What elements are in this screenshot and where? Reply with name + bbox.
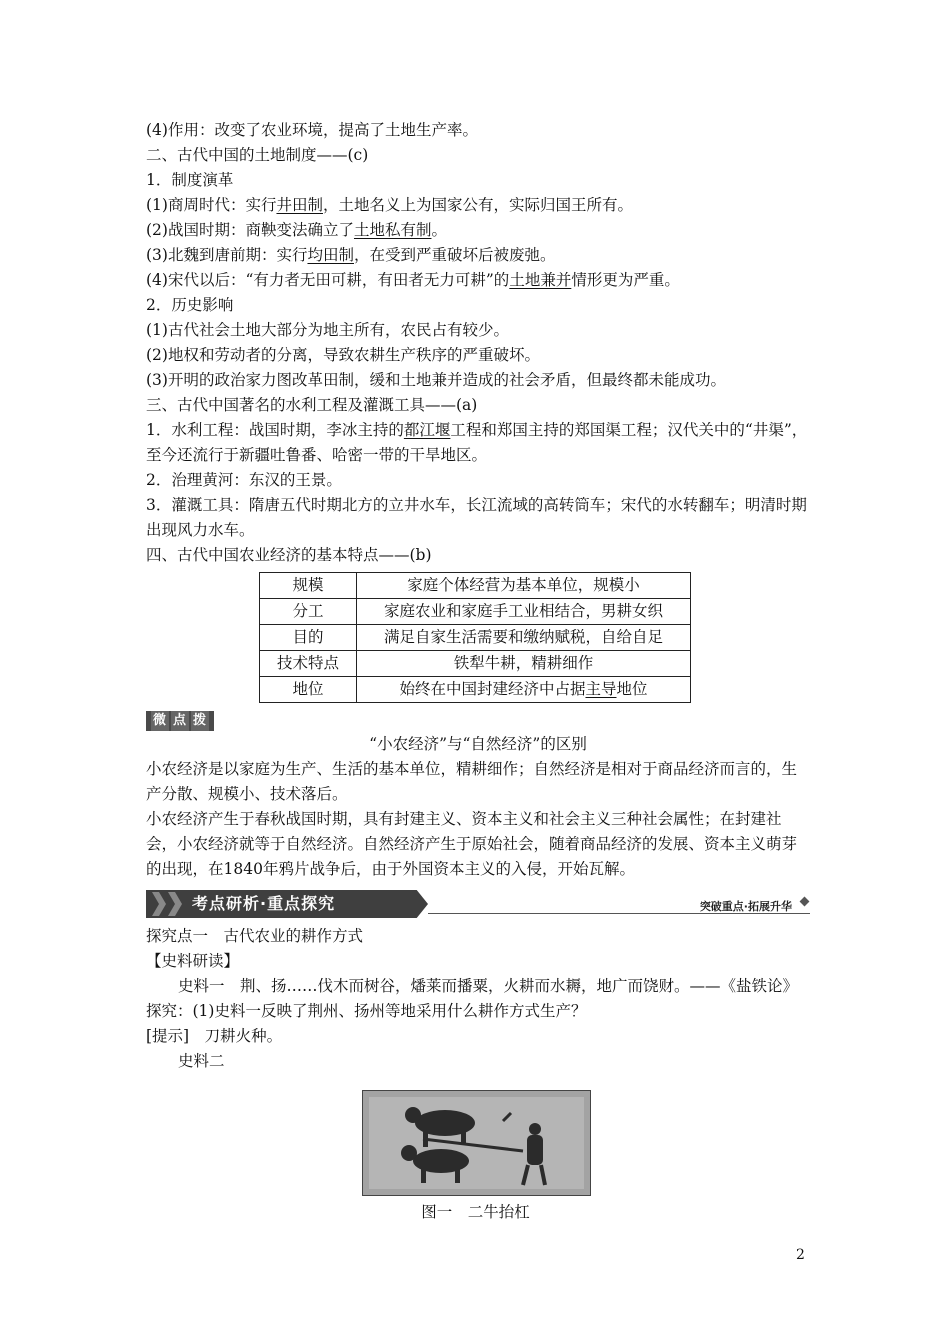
features-table xyxy=(259,572,691,703)
paragraph: 3．灌溉工具：隋唐五代时期北方的立井水车，长江流域的高转筒车；宋代的水转翻车；明清时期出现风力水车。 xyxy=(146,496,807,539)
paragraph: 小农经济是以家庭为生产、生活的基本单位，精耕细作；自然经济是相对于商品经济而言的，生产分散、规模小、技术落后。 xyxy=(146,760,798,803)
section-heading: 三、古代中国著名的水利工程及灌溉工具——(a) xyxy=(146,396,478,414)
note-title: “小农经济”与“自然经济”的区别 xyxy=(369,735,587,753)
list-item: (2)地权和劳动者的分离，导致农耕生产秩序的严重破坏。 xyxy=(146,346,540,364)
figure-caption: 图一 二牛抬杠 xyxy=(421,1203,530,1221)
subheading: 2．历史影响 xyxy=(146,296,234,314)
plowing-image xyxy=(362,1090,591,1196)
source-quote: 史料一 荆、扬……伐木而树谷，燔莱而播粟，火耕而水耨，地广而饶财。——《盐铁论》 xyxy=(178,977,799,995)
section-heading: 四、古代中国农业经济的基本特点——(b) xyxy=(146,546,432,564)
paragraph: 小农经济产生于春秋战国时期，具有封建主义、资本主义和社会主义三种社会属性；在封建社会，小农经济就等于自然经济。自然经济产生于原始社会，随着商品经济的发展、资本主义萌芽的出现，在1840年鸦片战争后，由于外国资本主义的入侵，开始瓦解。 xyxy=(146,810,798,878)
subheading: 1．制度演革 xyxy=(146,171,234,189)
text-line: 探究点一 古代农业的耕作方式 xyxy=(146,927,364,945)
list-item: (2)战国时期：商鞅变法确立了土地私有制。 xyxy=(146,221,447,239)
text-line: 【史料研读】 xyxy=(146,952,240,970)
text-line: 史料二 xyxy=(178,1052,225,1070)
paragraph: 1．水利工程：战国时期，李冰主持的都江堰工程和郑国主持的郑国渠工程；汉代关中的“井渠”，至今还流行于新疆吐鲁番、哈密一带的干旱地区。 xyxy=(146,421,808,464)
section-banner xyxy=(146,890,810,920)
list-item: (1)商周时代：实行井田制，土地名义上为国家公有，实际归国王所有。 xyxy=(146,196,633,214)
banner-title: 考点研析·重点探究 xyxy=(192,894,336,913)
text-line: (4)作用：改变了农业环境，提高了土地生产率。 xyxy=(146,121,478,139)
text-line: 探究：(1)史料一反映了荆州、扬州等地采用什么耕作方式生产？ xyxy=(146,1002,587,1020)
text-line: [提示] 刀耕火种。 xyxy=(146,1027,283,1045)
table-row: 规模 家庭个体经营为基本单位，规模小 xyxy=(260,573,691,599)
list-item: (3)开明的政治家力图改革田制，缓和土地兼并造成的社会矛盾，但最终都未能成功。 xyxy=(146,371,726,389)
table-row: 分工 家庭农业和家庭手工业相结合，男耕女织 xyxy=(260,599,691,625)
list-item: (3)北魏到唐前期：实行均田制，在受到严重破坏后被废弛。 xyxy=(146,246,556,264)
text-line: 2．治理黄河：东汉的王景。 xyxy=(146,471,342,489)
list-item: (4)宋代以后：“有力者无田可耕，有田者无力可耕”的土地兼并情形更为严重。 xyxy=(146,271,680,289)
table-row: 技术特点 铁犁牛耕，精耕细作 xyxy=(260,651,691,677)
table-row: 地位 始终在中国封建经济中占据主导地位 xyxy=(260,677,691,703)
tip-badge: 微 点 拨 xyxy=(146,711,214,731)
banner-subtitle: 突破重点·拓展升华 xyxy=(699,900,792,913)
diamond-icon xyxy=(800,897,810,907)
list-item: (1)古代社会土地大部分为地主所有，农民占有较少。 xyxy=(146,321,509,339)
plowing-illustration xyxy=(363,1091,590,1195)
table-row: 目的 满足自家生活需要和缴纳赋税，自给自足 xyxy=(260,625,691,651)
document-body xyxy=(146,118,810,1074)
page-number: 2 xyxy=(796,1247,805,1263)
section-heading: 二、古代中国的土地制度——(c) xyxy=(146,146,369,164)
